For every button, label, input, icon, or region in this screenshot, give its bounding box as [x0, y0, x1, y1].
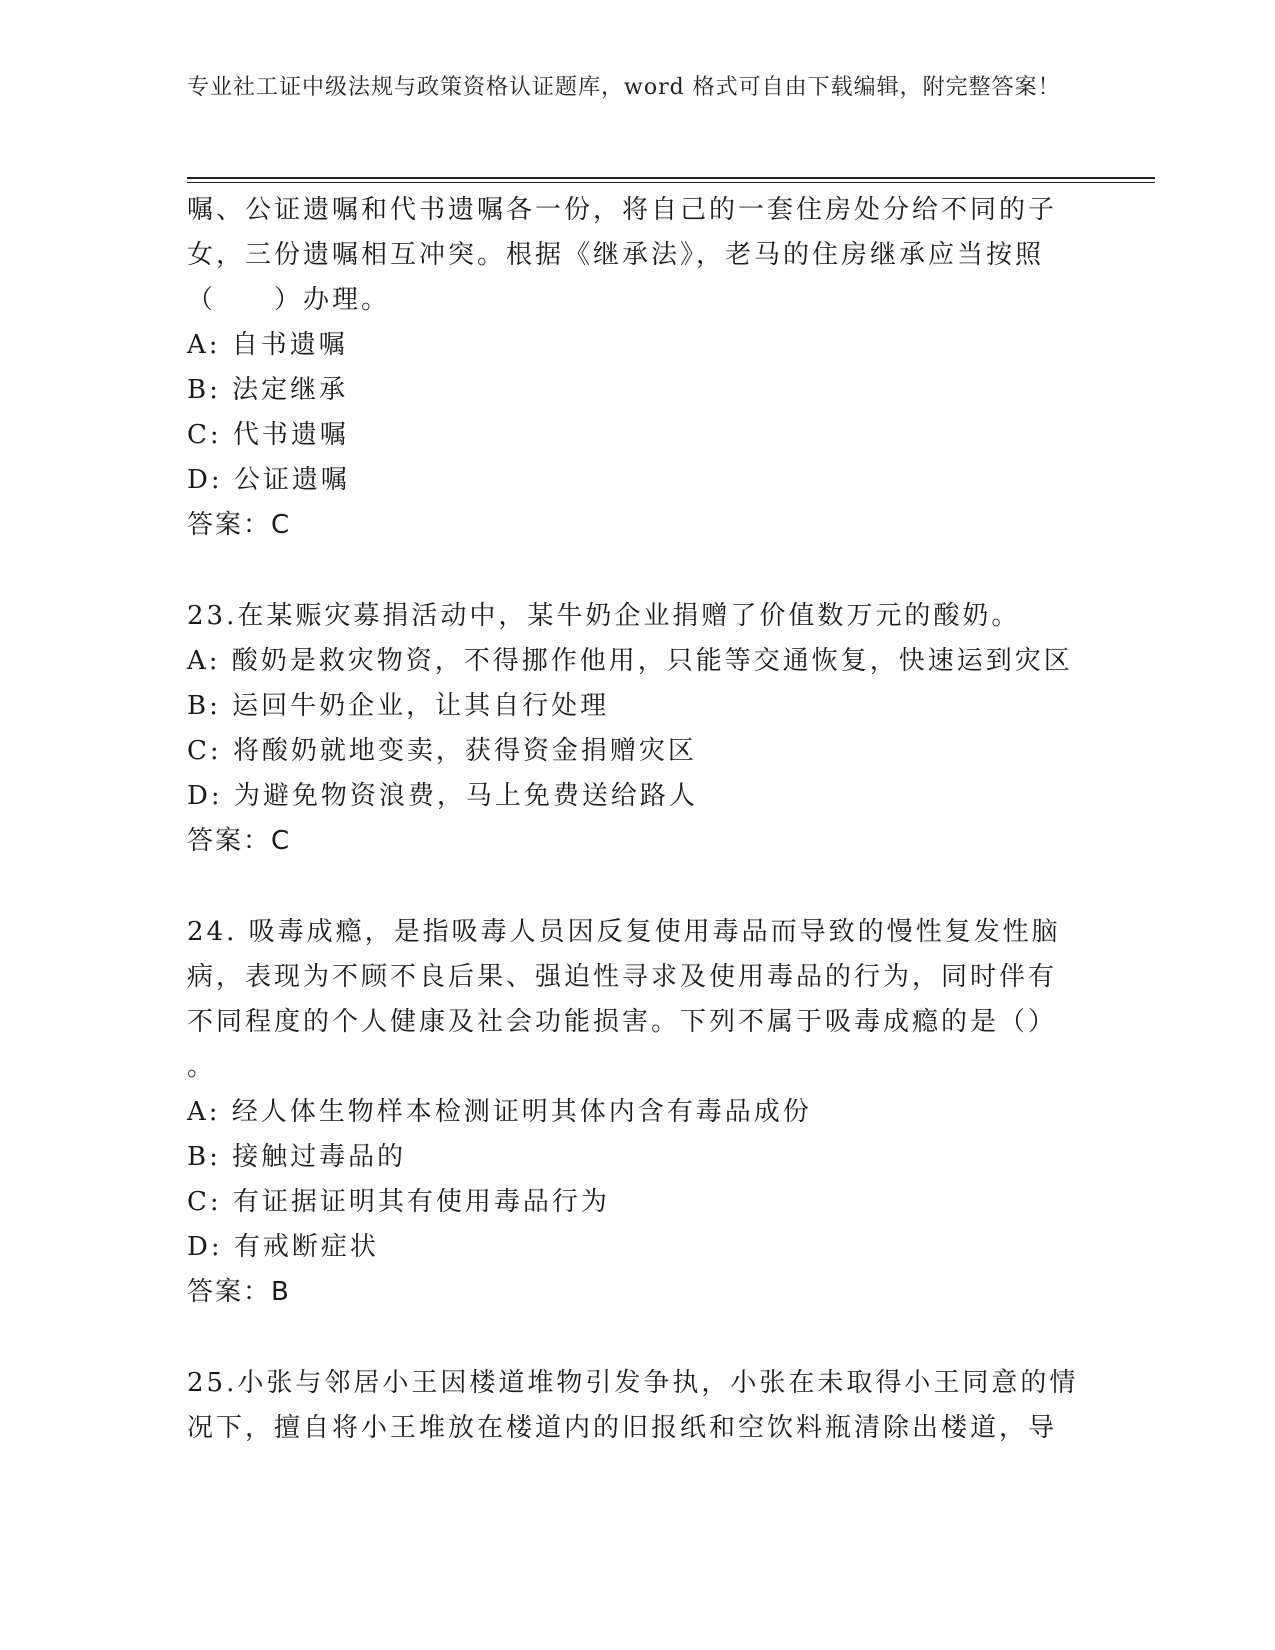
question-23-line-1: 23.在某赈灾募捐活动中，某牛奶企业捐赠了价值数万元的酸奶。 [187, 601, 1021, 631]
question-23 [187, 594, 1087, 864]
question-23-answer: 答案：C [187, 826, 292, 856]
question-22-line-2: 女，三份遗嘱相互冲突。根据《继承法》，老马的住房继承应当按照 [187, 240, 1045, 270]
spacer [187, 548, 1087, 594]
question-22-option-c: C: 代书遗嘱 [187, 420, 349, 450]
question-25-line-1: 25.小张与邻居小王因楼道堆物引发争执，小张在未取得小王同意的情 [187, 1368, 1079, 1398]
question-23-option-a: A: 酸奶是救灾物资，不得挪作他用，只能等交通恢复，快速运到灾区 [187, 646, 1073, 676]
question-23-option-c: C: 将酸奶就地变卖，获得资金捐赠灾区 [187, 736, 697, 766]
question-22-option-b: B: 法定继承 [187, 375, 349, 405]
question-24-line-2: 病，表现为不顾不良后果、强迫性寻求及使用毒品的行为，同时伴有 [187, 962, 1058, 992]
spacer [187, 1315, 1087, 1361]
spacer [187, 864, 1087, 910]
question-24 [187, 910, 1087, 1315]
question-24-line-3: 不同程度的个人健康及社会功能损害。下列不属于吸毒成瘾的是（） [187, 1007, 1058, 1037]
question-24-line-1: 24. 吸毒成瘾，是指吸毒人员因反复使用毒品而导致的慢性复发性脑 [187, 917, 1061, 947]
question-22-answer: 答案：C [187, 510, 292, 540]
question-24-option-c: C: 有证据证明其有使用毒品行为 [187, 1187, 610, 1217]
question-24-line-4: 。 [187, 1052, 217, 1082]
question-24-option-a: A: 经人体生物样本检测证明其体内含有毒品成份 [187, 1097, 812, 1127]
question-22 [187, 188, 1087, 548]
question-22-line-1: 嘱、公证遗嘱和代书遗嘱各一份，将自己的一套住房处分给不同的子 [187, 195, 1058, 225]
page-content [187, 188, 1087, 1451]
question-22-option-d: D: 公证遗嘱 [187, 465, 350, 495]
question-25-line-2: 况下，擅自将小王堆放在楼道内的旧报纸和空饮料瓶清除出楼道，导 [187, 1413, 1058, 1443]
question-22-line-3: （ ）办理。 [187, 285, 391, 315]
question-23-option-d: D: 为避免物资浪费，马上免费送给路人 [187, 781, 698, 811]
question-24-option-d: D: 有戒断症状 [187, 1232, 379, 1262]
question-24-answer: 答案：B [187, 1277, 291, 1307]
header-rule-thick [187, 177, 1155, 179]
header-rule-thin [187, 182, 1155, 183]
question-22-option-a: A: 自书遗嘱 [187, 330, 348, 360]
page-header: 专业社工证中级法规与政策资格认证题库，word 格式可自由下载编辑，附完整答案！ [187, 75, 1061, 100]
question-24-option-b: B: 接触过毒品的 [187, 1142, 407, 1172]
question-25 [187, 1361, 1087, 1451]
question-23-option-b: B: 运回牛奶企业，让其自行处理 [187, 691, 610, 721]
